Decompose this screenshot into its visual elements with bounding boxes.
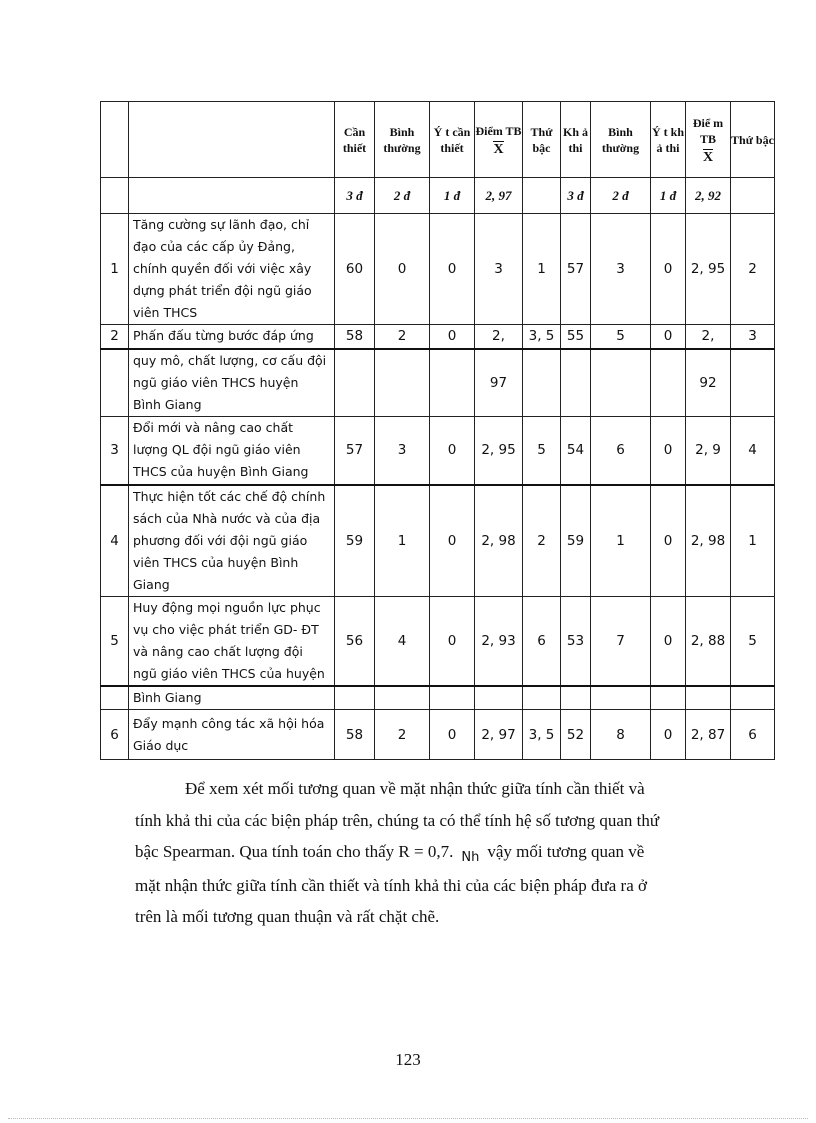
value-kha-thi: 52 — [561, 710, 591, 760]
row-description: Đổi mới và nâng cao chất lượng QL đội ngũ giáo viên THCS của huyện Bình Giang — [129, 417, 335, 485]
row-index: 5 — [101, 596, 129, 686]
value-can-thiet: 57 — [335, 417, 375, 485]
value-kha-thi — [561, 349, 591, 417]
unit-2d-2: 2 đ — [591, 178, 651, 214]
value-thu-bac-2: 3 — [731, 325, 775, 349]
value-y-can-thiet: 0 — [430, 485, 475, 597]
unit-avg-2: 2, 92 — [686, 178, 731, 214]
value-y-kha-thi — [651, 686, 686, 710]
header-diem-tb-1-label: Điểm TB — [475, 123, 522, 138]
row-index — [101, 686, 129, 710]
value-binh-thuong-2: 5 — [591, 325, 651, 349]
row-index: 3 — [101, 417, 129, 485]
value-y-kha-thi: 0 — [651, 325, 686, 349]
units-empty-desc — [129, 178, 335, 214]
paragraph-line: trên là mối tương quan thuận và rất chặt chẽ. — [135, 907, 440, 926]
value-binh-thuong: 0 — [375, 214, 430, 325]
value-kha-thi — [561, 686, 591, 710]
row-description: quy mô, chất lượng, cơ cấu đội ngũ giáo viên THCS huyện Bình Giang — [129, 349, 335, 417]
value-can-thiet — [335, 686, 375, 710]
value-binh-thuong-2: 7 — [591, 596, 651, 686]
value-binh-thuong — [375, 686, 430, 710]
value-thu-bac-2: 2 — [731, 214, 775, 325]
value-kha-thi: 57 — [561, 214, 591, 325]
value-can-thiet: 58 — [335, 710, 375, 760]
header-diem-tb-2 — [686, 102, 731, 178]
table-row — [101, 596, 775, 686]
table-row — [101, 686, 775, 710]
value-binh-thuong-2: 8 — [591, 710, 651, 760]
value-diem-tb-1: 2, 98 — [475, 485, 523, 597]
value-diem-tb-1 — [475, 686, 523, 710]
units-empty-rank-2 — [731, 178, 775, 214]
unit-2d: 2 đ — [375, 178, 430, 214]
paragraph-line: mặt nhận thức giữa tính cần thiết và tính khả thi của các biện pháp đưa ra ở — [135, 875, 647, 895]
value-binh-thuong-2 — [591, 349, 651, 417]
value-thu-bac-2 — [731, 686, 775, 710]
row-index: 1 — [101, 214, 129, 325]
survey-results-table — [100, 101, 775, 760]
nh-fragment: Nh — [461, 850, 480, 865]
value-y-can-thiet: 0 — [430, 710, 475, 760]
header-can-thiet: Cần thiết — [335, 102, 375, 178]
value-binh-thuong — [375, 349, 430, 417]
table-row — [101, 485, 775, 597]
value-binh-thuong-2: 3 — [591, 214, 651, 325]
value-thu-bac-1: 3, 5 — [523, 325, 561, 349]
units-empty-rank-1 — [523, 178, 561, 214]
row-index — [101, 349, 129, 417]
value-thu-bac-2: 6 — [731, 710, 775, 760]
table-row — [101, 710, 775, 760]
unit-1d: 1 đ — [430, 178, 475, 214]
value-diem-tb-1: 2, 97 — [475, 710, 523, 760]
row-index: 6 — [101, 710, 129, 760]
table-row — [101, 417, 775, 485]
value-thu-bac-1: 3, 5 — [523, 710, 561, 760]
row-description: Bình Giang — [129, 686, 335, 710]
value-binh-thuong-2: 6 — [591, 417, 651, 485]
body-paragraph — [135, 773, 743, 933]
header-binh-thuong: Bình thường — [375, 102, 430, 178]
value-diem-tb-1: 2, 95 — [475, 417, 523, 485]
header-thu-bac-1: Thứ bậc — [523, 102, 561, 178]
row-description: Thực hiện tốt các chế độ chính sách của Nhà nước và của địa phương đối với đội ngũ giáo viên THCS của huyện Bình Giang — [129, 485, 335, 597]
row-description: Huy động mọi nguồn lực phục vụ cho việc phát triển GD- ĐT và nâng cao chất lượng đội ngũ giáo viên THCS của huyện — [129, 596, 335, 686]
value-diem-tb-2: 2, 9 — [686, 417, 731, 485]
value-diem-tb-2: 2, 87 — [686, 710, 731, 760]
row-description: Phấn đấu từng bước đáp ứng — [129, 325, 335, 349]
value-y-kha-thi: 0 — [651, 485, 686, 597]
value-y-can-thiet: 0 — [430, 214, 475, 325]
unit-3d: 3 đ — [335, 178, 375, 214]
row-description: Đẩy mạnh công tác xã hội hóa Giáo dục — [129, 710, 335, 760]
xbar-symbol: X — [702, 149, 714, 165]
paragraph-line: tính khả thi của các biện pháp trên, chúng ta có thể tính hệ số tương quan thứ — [135, 810, 660, 830]
header-desc-cell — [129, 102, 335, 178]
value-diem-tb-2: 2, 95 — [686, 214, 731, 325]
value-binh-thuong-2 — [591, 686, 651, 710]
value-diem-tb-1: 2, 93 — [475, 596, 523, 686]
table-row — [101, 214, 775, 325]
header-y-kha-thi: Ý t kh ả thi — [651, 102, 686, 178]
value-kha-thi: 54 — [561, 417, 591, 485]
value-binh-thuong: 4 — [375, 596, 430, 686]
paragraph-line-part: bậc Spearman. Qua tính toán cho thấy R = 0,7. — [135, 842, 454, 861]
value-can-thiet — [335, 349, 375, 417]
value-thu-bac-1 — [523, 686, 561, 710]
paragraph-line: Để xem xét mối tương quan về mặt nhận thức giữa tính cần thiết và — [185, 779, 645, 798]
value-diem-tb-2: 2, 98 — [686, 485, 731, 597]
value-thu-bac-1: 5 — [523, 417, 561, 485]
page-bottom-divider — [8, 1118, 808, 1119]
value-thu-bac-1: 1 — [523, 214, 561, 325]
value-y-kha-thi: 0 — [651, 214, 686, 325]
value-y-kha-thi — [651, 349, 686, 417]
value-can-thiet: 58 — [335, 325, 375, 349]
header-thu-bac-2: Thứ bậc — [731, 102, 775, 178]
value-diem-tb-2: 2, 88 — [686, 596, 731, 686]
value-y-can-thiet: 0 — [430, 417, 475, 485]
value-thu-bac-1: 6 — [523, 596, 561, 686]
value-binh-thuong: 2 — [375, 710, 430, 760]
value-diem-tb-2: 2, — [686, 325, 731, 349]
page-number: 123 — [395, 1050, 421, 1069]
header-binh-thuong-2: Bình thường — [591, 102, 651, 178]
row-index: 4 — [101, 485, 129, 597]
header-diem-tb-2-label: Điể m TB — [692, 115, 724, 146]
row-index: 2 — [101, 325, 129, 349]
unit-avg-1: 2, 97 — [475, 178, 523, 214]
header-y-can-thiet: Ý t cần thiết — [430, 102, 475, 178]
value-thu-bac-2 — [731, 349, 775, 417]
value-y-can-thiet: 0 — [430, 596, 475, 686]
xbar-symbol: X — [493, 141, 504, 157]
units-empty-stt — [101, 178, 129, 214]
value-binh-thuong: 2 — [375, 325, 430, 349]
value-y-can-thiet — [430, 349, 475, 417]
value-y-kha-thi: 0 — [651, 710, 686, 760]
value-thu-bac-2: 1 — [731, 485, 775, 597]
unit-3d-2: 3 đ — [561, 178, 591, 214]
value-y-can-thiet — [430, 686, 475, 710]
header-diem-tb-1 — [475, 102, 523, 178]
value-thu-bac-1 — [523, 349, 561, 417]
value-kha-thi: 59 — [561, 485, 591, 597]
value-can-thiet: 56 — [335, 596, 375, 686]
row-description: Tăng cường sự lãnh đạo, chỉ đạo của các cấp ủy Đảng, chính quyền đối với việc xây dựng phát triển đội ngũ giáo viên THCS — [129, 214, 335, 325]
value-diem-tb-2: 92 — [686, 349, 731, 417]
value-thu-bac-2: 5 — [731, 596, 775, 686]
value-thu-bac-1: 2 — [523, 485, 561, 597]
header-kha-thi: Kh ả thi — [561, 102, 591, 178]
table-row — [101, 349, 775, 417]
value-binh-thuong: 1 — [375, 485, 430, 597]
value-y-kha-thi: 0 — [651, 417, 686, 485]
value-y-can-thiet: 0 — [430, 325, 475, 349]
value-diem-tb-1: 3 — [475, 214, 523, 325]
header-stt-cell — [101, 102, 129, 178]
value-diem-tb-2 — [686, 686, 731, 710]
value-diem-tb-1: 97 — [475, 349, 523, 417]
value-binh-thuong-2: 1 — [591, 485, 651, 597]
value-binh-thuong: 3 — [375, 417, 430, 485]
table-units-row — [101, 178, 775, 214]
unit-1d-2: 1 đ — [651, 178, 686, 214]
value-can-thiet: 59 — [335, 485, 375, 597]
value-thu-bac-2: 4 — [731, 417, 775, 485]
value-y-kha-thi: 0 — [651, 596, 686, 686]
paragraph-line — [135, 836, 743, 870]
value-diem-tb-1: 2, — [475, 325, 523, 349]
table-row — [101, 325, 775, 349]
value-can-thiet: 60 — [335, 214, 375, 325]
value-kha-thi: 53 — [561, 596, 591, 686]
table-header-row — [101, 102, 775, 178]
value-kha-thi: 55 — [561, 325, 591, 349]
paragraph-line-part: vậy mối tương quan về — [487, 842, 645, 861]
